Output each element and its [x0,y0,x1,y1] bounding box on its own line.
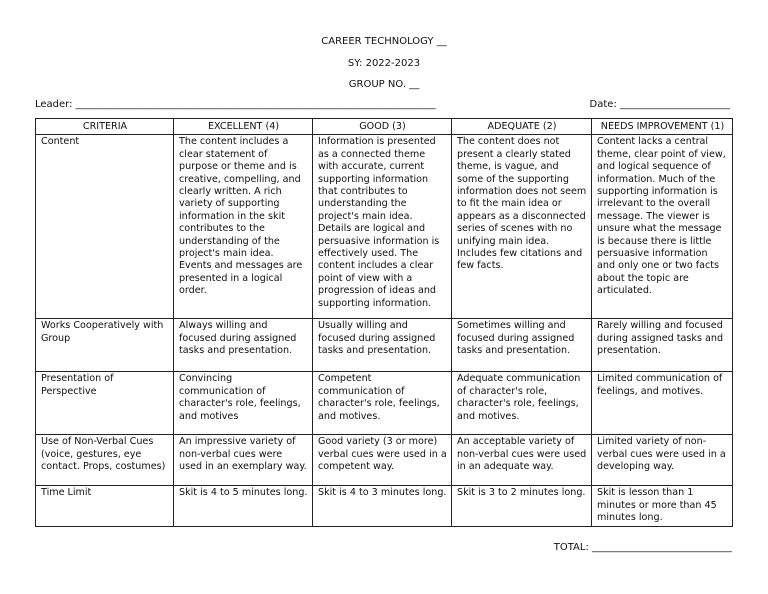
adequate-cell: The content does not present a clearly stated theme, is vague, and some of the supporting information does not seem to fit the main idea or appears as a disconnected series of scenes with no unifying main idea. Includes few citations and few facts. [452,135,592,319]
col-good: GOOD (3) [313,119,452,135]
criteria-cell: Content [36,135,174,319]
rubric-table [35,118,733,527]
needs-cell: Skit is lesson than 1 minutes or more than 45 minutes long. [592,486,733,526]
adequate-cell: Sometimes willing and focused during assigned tasks and presentation. [452,319,592,372]
group-number: GROUP NO. __ [348,79,420,90]
total-line: TOTAL: ____________________________ [553,542,732,553]
col-excellent: EXCELLENT (4) [174,119,313,135]
good-cell: Skit is 4 to 3 minutes long. [313,486,452,526]
header-row [36,119,733,135]
col-criteria: CRITERIA [36,119,174,135]
good-cell: Good variety (3 or more) verbal cues were used in a competent way. [313,435,452,486]
excellent-cell: Convincing communication of character's role, feelings, and motives [174,372,313,435]
excellent-cell: The content includes a clear statement of purpose or theme and is creative, compelling, and clearly written. A rich variety of supporting information in the skit contributes to the understanding of the project's main idea. Events and messages are presented in a logical order. [174,135,313,319]
criteria-cell: Presentation of Perspective [36,372,174,435]
adequate-cell: Adequate communication of character's role, character's role, feelings, and motives. [452,372,592,435]
table-row [36,372,733,435]
criteria-cell: Use of Non-Verbal Cues (voice, gestures, eye contact. Props, costumes) [36,435,174,486]
needs-cell: Limited variety of non-verbal cues were used in a developing way. [592,435,733,486]
good-cell: Competent communication of character's role, feelings, and motives. [313,372,452,435]
table-row [36,135,733,319]
doc-title: CAREER TECHNOLOGY __ [321,36,447,47]
excellent-cell: An impressive variety of non-verbal cues were used in an exemplary way. [174,435,313,486]
adequate-cell: An acceptable variety of non-verbal cues were used in an adequate way. [452,435,592,486]
date-line: Date: ______________________ [589,99,730,110]
col-needs-improvement: NEEDS IMPROVEMENT (1) [592,119,733,135]
good-cell: Information is presented as a connected theme with accurate, current supporting information that contributes to understanding the project's main idea. Details are logical and persuasive information is effectively used. The content includes a clear point of view with a progression of ideas and supporting information. [313,135,452,319]
criteria-cell: Works Cooperatively with Group [36,319,174,372]
table-row [36,319,733,372]
criteria-cell: Time Limit [36,486,174,526]
table-row [36,435,733,486]
table-row [36,486,733,526]
school-year: SY: 2022-2023 [347,58,421,69]
leader-line: Leader: ________________________________________________________________________ [35,99,436,110]
adequate-cell: Skit is 3 to 2 minutes long. [452,486,592,526]
needs-cell: Limited communication of feelings, and motives. [592,372,733,435]
excellent-cell: Skit is 4 to 5 minutes long. [174,486,313,526]
needs-cell: Content lacks a central theme, clear point of view, and logical sequence of information. Much of the supporting information is irrelevant to the overall message. The viewer is unsure what the message is because there is little persuasive information and only one or two facts about the topic are articulated. [592,135,733,319]
good-cell: Usually willing and focused during assigned tasks and presentation. [313,319,452,372]
excellent-cell: Always willing and focused during assigned tasks and presentation. [174,319,313,372]
col-adequate: ADEQUATE (2) [452,119,592,135]
needs-cell: Rarely willing and focused during assigned tasks and presentation. [592,319,733,372]
